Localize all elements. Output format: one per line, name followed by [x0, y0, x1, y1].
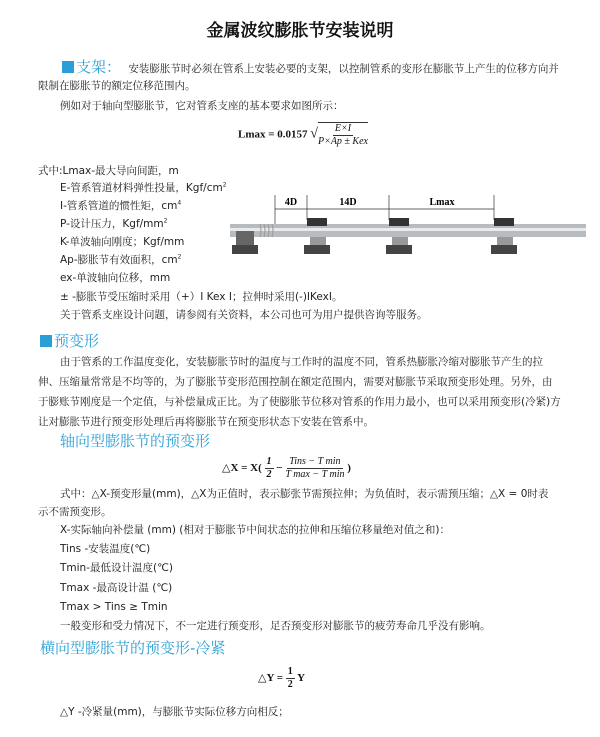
axial-text-line: Tmax -最高设计温 (℃) — [60, 582, 173, 594]
where-line: 式中:Lmax-最大导向间距，m — [38, 165, 179, 177]
where-line — [60, 217, 167, 231]
axial-text-line: Tins -安装温度(℃) — [60, 543, 151, 555]
pipe-highlight — [230, 228, 586, 231]
superscript: 2 — [222, 181, 227, 189]
dim-label-4d: 4D — [284, 197, 298, 208]
page-title: 金属波纹膨胀节安装说明 — [206, 21, 394, 41]
where-line: K-单波轴向刚度；Kgf/mm — [60, 236, 185, 248]
predeform-text-line: 于膨账节刚度是一个定值，与补偿量成正比。为了使膨胀节位移对管系的作用力最小，也可以采用预变形(冷紧)方 — [38, 396, 561, 408]
axial-text-line: Tmin-最低设计温度(℃) — [60, 562, 173, 574]
dim-label-14d: 14D — [339, 197, 357, 208]
axial-heading: 轴向型膨胀节的预变形 — [60, 432, 211, 450]
square-bullet-icon — [40, 335, 52, 347]
delta-x-formula — [222, 456, 351, 481]
formula-numerator: Tins − T min — [289, 456, 341, 467]
formula-numerator: E×I — [334, 123, 352, 134]
formula-rhs: Y — [297, 672, 306, 685]
axial-text-line: Tmax > Tins ≥ Tmin — [60, 601, 168, 613]
where-line: ± -膨胀节受压缩时采用（+）I Kex I；拉伸时采用(-)IKexI。 — [60, 291, 343, 303]
where-text: E-管系管道材料弹性投量，Kgf/cm — [60, 182, 223, 194]
axial-text-line: 式中：△X-预变形量(mm)，△X为正值时，表示膨张节需预拉伸；为负值时，表示需预压缩；△X = 0时表 — [60, 488, 549, 500]
predeform-text-line: 由于管系的工作温度变化，安装膨胀节时的温度与工作时的温度不同，管系热膨胀冷缩对膨胀节产生的拉 — [60, 356, 543, 368]
where-text: I-管系管道的惯性矩，cm — [60, 200, 178, 212]
formula-lhs: △Y = — [258, 672, 284, 685]
lateral-text-line: △Y -冷紧量(mm)，与膨胀节实际位移方向相反； — [60, 706, 289, 718]
support-text-line: 例如对于轴向型膨胀节，它对管系支座的基本要求如图所示： — [60, 100, 344, 112]
formula-lhs: △X = X( — [222, 462, 262, 475]
formula-close: ) — [347, 462, 351, 475]
where-text: Ap-膨胀节有效面积，cm — [60, 254, 178, 266]
dim-label-lmax: Lmax — [429, 197, 455, 208]
axial-text-line: X-实际轴向补偿量 (mm) (相对于膨胀节中间状态的拉伸和压缩位移量绝对值之和)： — [60, 524, 450, 536]
where-line: ex-单波轴向位移，mm — [60, 272, 171, 284]
support-text-line: 安装膨胀节时必须在管系上安装必要的支架，以控制管系的变形在膨胀节上产生的位移方向并 — [128, 63, 559, 75]
superscript: 2 — [163, 217, 168, 225]
formula-numerator: 1 — [287, 666, 293, 677]
formula-denominator: 2 — [287, 679, 293, 690]
axial-text-line: 一般变形和受力情况下，不一定进行预变形，足否预变形对膨胀节的疲劳寿命几乎没有影响。 — [60, 620, 491, 632]
predeform-text-line: 伸、压缩量常常是不均等的，为了膨胀节变形范围控制在额定范围内，需要对膨胀节采取预变形处理。另外，由 — [38, 376, 553, 388]
predeform-heading — [40, 332, 99, 350]
formula-numerator: 1 — [266, 456, 272, 467]
support-spacing-diagram — [228, 195, 588, 270]
superscript: 2 — [177, 253, 182, 261]
superscript: 4 — [177, 199, 182, 207]
formula-lhs: Lmax = 0.0157 — [238, 128, 308, 141]
support-text-line: 限制在膨胀节的额定位移范围内。 — [38, 80, 196, 92]
formula-denominator: T max − T min — [285, 469, 345, 480]
axial-text-line: 示不需预变形。 — [38, 506, 112, 518]
delta-y-formula — [258, 666, 305, 691]
lateral-heading: 横向型膨胀节的预变形-冷紧 — [40, 639, 226, 657]
predeform-heading-text: 预变形 — [54, 332, 100, 350]
square-bullet-icon — [62, 61, 74, 73]
where-text: P-设计压力，Kgf/mm — [60, 218, 164, 230]
where-line: 关于管系支座设计问题，请参阅有关资料，本公司也可为用户提供咨询等服务。 — [60, 309, 428, 321]
formula-minus: − — [276, 462, 283, 475]
predeform-text-line: 让对膨胀节进行预变形处理后再将膨胀节在预变形状态下安装在管系中。 — [38, 416, 374, 428]
support-heading-text: 支架： — [76, 58, 122, 76]
where-line — [60, 253, 181, 267]
support-section-first-line — [62, 58, 559, 76]
support-heading — [62, 58, 121, 76]
lmax-formula: Lmax = 0.0157 √ $\frac{E\times I}{\text{P×Ap ± Kex}}$ — [238, 123, 368, 147]
formula-denominator: 2 — [266, 469, 272, 480]
where-line — [60, 181, 227, 195]
where-line — [60, 199, 181, 213]
formula-denominator: P×Ap ± Kex — [317, 136, 368, 147]
